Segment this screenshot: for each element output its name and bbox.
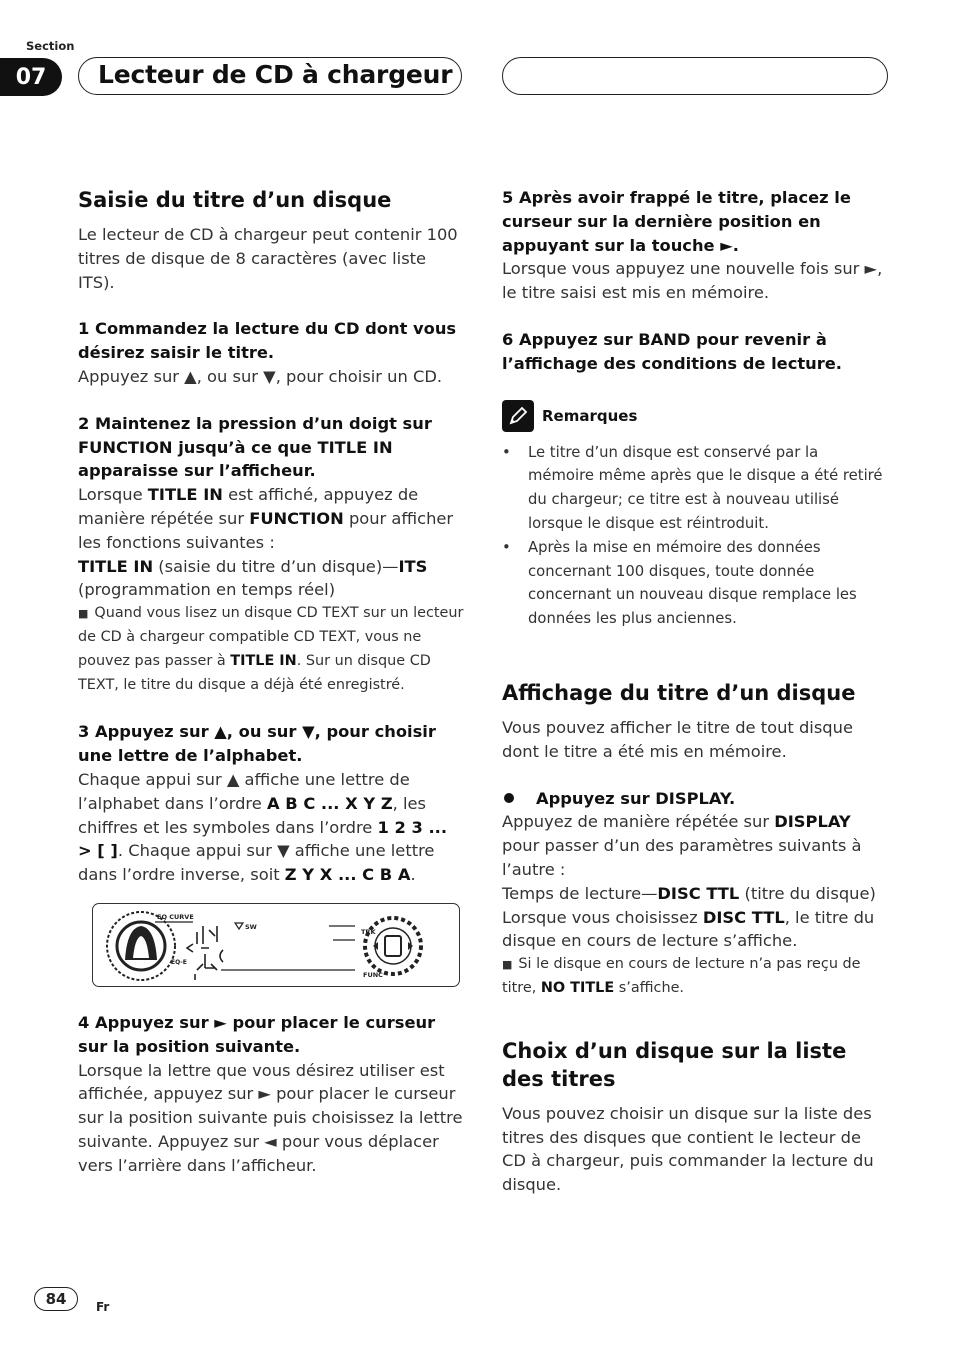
page-number: 84 (34, 1287, 78, 1311)
step-2-note: ■ Quand vous lisez un disque CD TEXT sur un lecteur de CD à chargeur compatible CD TEXT, vous ne pouvez pas passer à TITLE IN. Sur un disque CD TEXT, le titre du disque a déjà été enregistré. (78, 605, 464, 693)
remarks-list (502, 441, 888, 631)
step-1-title: 1 Commandez la lecture du CD dont vous désirez saisir le titre. (78, 319, 457, 363)
character-segments (187, 926, 223, 980)
section-number: 07 (0, 58, 62, 96)
language-code: Fr (96, 1300, 110, 1314)
page-title: Lecteur de CD à chargeur (98, 60, 453, 89)
trk-label: TRK (361, 927, 376, 936)
sw-triangle-icon (235, 923, 243, 929)
list-item: • Le titre d’un disque est conservé par la mémoire même après que le disque a été retiré du chargeur; ce titre est à nouveau utilisé lorsque le disque est réintroduit. (502, 441, 888, 536)
remarks-title: Remarques (542, 406, 638, 425)
step-2-text: Lorsque TITLE IN est affiché, appuyez de manière répétée sur FUNCTION pour afficher les fonctions suivantes : (78, 485, 454, 552)
step-2-functions: TITLE IN (saisie du titre d’un disque)—ITS (programmation en temps réel) (78, 556, 428, 600)
display-intro: Vous pouvez afficher le titre de tout disque dont le titre a été mis en mémoire. (502, 717, 853, 761)
eq-curve-label: EQ CURVE (157, 912, 194, 921)
eqe-label: EQ-E (171, 958, 187, 966)
display-step: Appuyez sur DISPLAY. (502, 787, 888, 811)
choice-intro: Vous pouvez choisir un disque sur la liste des titres des disques que contient le lecteur de CD à chargeur, puis commander la lecture du disque. (502, 1103, 874, 1195)
display-text: Appuyez de manière répétée sur DISPLAY pour passer d’un des paramètres suivants à l’autre : (502, 812, 862, 879)
step-4-text: Lorsque la lettre que vous désirez utiliser est affichée, appuyez sur ► pour placer le curseur sur la position suivante puis choisissez la lettre suivante. Appuyez sur ◄ pour vous déplacer vers l’arrière dans l’afficheur. (78, 1060, 463, 1175)
pencil-icon (502, 400, 534, 432)
intro-text: Le lecteur de CD à chargeur peut contenir 100 titres de disque de 8 caractères (avec liste ITS). (78, 225, 458, 292)
sw-label: SW (245, 922, 257, 931)
step-2-title: 2 Maintenez la pression d’un doigt sur FUNCTION jusqu’à ce que TITLE IN apparaisse sur l’afficheur. (78, 413, 432, 481)
display-choose: Lorsque vous choisissez DISC TTL, le titre du disque en cours de lecture s’affiche. (502, 907, 875, 951)
list-item: • Après la mise en mémoire des données concernant 100 disques, toute donnée concernant un nouveau disque remplace les données les plus anciennes. (502, 536, 888, 631)
step-3-text: Chaque appui sur ▲ affiche une lettre de l’alphabet dans l’ordre A B C ... X Y Z, les chiffres et les symboles dans l’ordre 1 2 3 ... > [ ]. Chaque appui sur ▼ affiche une lettre dans l’ordre inverse, soit Z Y X ... C B A. (78, 769, 448, 885)
left-column (78, 186, 464, 1178)
step-6-title: 6 Appuyez sur BAND pour revenir à l’affichage des conditions de lecture. (502, 329, 842, 373)
func-label: FUNC (363, 970, 383, 979)
display-note: ■ Si le disque en cours de lecture n’a pas reçu de titre, NO TITLE s’affiche. (502, 956, 861, 996)
header-empty-frame (502, 57, 888, 95)
right-column (502, 186, 888, 1197)
filled-circle-bullet-icon (504, 793, 514, 803)
step-1-text: Appuyez sur ▲, ou sur ▼, pour choisir un CD. (78, 366, 443, 386)
lcd-display-graphic (93, 904, 459, 986)
display-params: Temps de lecture—DISC TTL (titre du disque) (502, 883, 876, 903)
section-heading: Saisie du titre d’un disque (78, 188, 392, 212)
section-heading-display: Affichage du titre d’un disque (502, 680, 856, 705)
lcd-display-illustration (92, 903, 460, 987)
square-bullet-icon: ■ (502, 958, 513, 972)
step-3-title: 3 Appuyez sur ▲, ou sur ▼, pour choisir une lettre de l’alphabet. (78, 722, 436, 766)
square-bullet-icon: ■ (78, 607, 89, 621)
step-5-text: Lorsque vous appuyez une nouvelle fois sur ►, le titre saisi est mis en mémoire. (502, 259, 883, 303)
section-label: Section (26, 39, 75, 53)
remarks-header (502, 399, 888, 433)
section-heading-choice: Choix d’un disque sur la liste des titres (502, 1038, 847, 1091)
step-5-title: 5 Après avoir frappé le titre, placez le curseur sur la dernière position en appuyant sur la touche ►. (502, 188, 851, 255)
track-dial-icon (365, 918, 421, 974)
step-4-title: 4 Appuyez sur ► pour placer le curseur sur la position suivante. (78, 1012, 436, 1056)
